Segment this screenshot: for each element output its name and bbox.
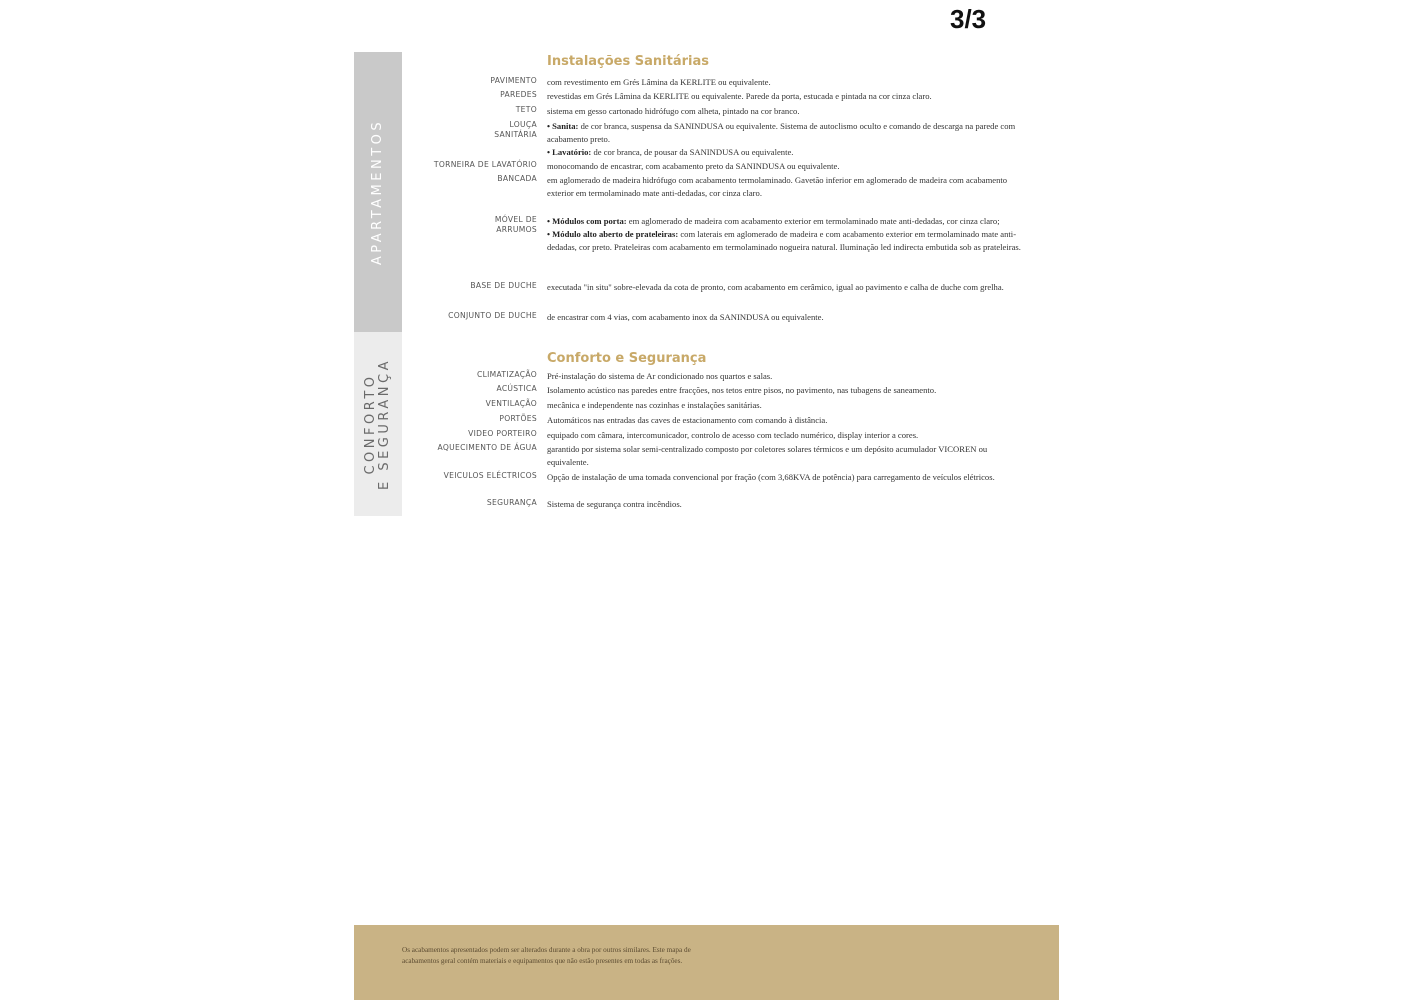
spec-value — [547, 215, 1030, 254]
spec-value: mecânica e independente nas cozinhas e instalações sanitárias. — [547, 400, 762, 410]
spec-value: garantido por sistema solar semi-centralizado composto por coletores solares térmicos e um depósito acumulador VICOREN ou equivalente. — [547, 444, 988, 467]
section-title-conforto: Conforto e Segurança — [547, 351, 707, 366]
spec-label: MÓVEL DE ARRUMOS — [494, 215, 537, 234]
spec-value — [547, 120, 1030, 159]
footer-band — [354, 925, 1059, 1000]
spec-label: CONJUNTO DE DUCHE — [448, 311, 537, 320]
spec-value-line: • Lavatório: de cor branca, de pousar da SANINDUSA ou equivalente. — [547, 147, 794, 157]
spec-value: monocomando de encastrar, com acabamento preto da SANINDUSA ou equivalente. — [547, 161, 840, 171]
spec-value-line: • Módulos com porta: em aglomerado de madeira com acabamento exterior em termolaminado mate anti-dedadas, cor cinza claro; — [547, 216, 1000, 226]
spec-label: TETO — [515, 105, 537, 114]
spec-label: BANCADA — [497, 174, 537, 183]
footer-disclaimer: Os acabamentos apresentados podem ser alterados durante a obra por outros similares. Este mapa de acabamentos geral contém materiais e equipamentos que não estão presentes em todas as frações. — [402, 946, 691, 965]
sidebar-label-conforto-line1: CONFORTO — [363, 373, 378, 475]
spec-label: VEICULOS ELÉCTRICOS — [443, 471, 537, 480]
spec-value: com revestimento em Grés Lâmina da KERLITE ou equivalente. — [547, 77, 771, 87]
spec-label: VIDEO PORTEIRO — [468, 429, 537, 438]
spec-value: equipado com câmara, intercomunicador, controlo de acesso com teclado numérico, display interior a cores. — [547, 430, 919, 440]
spec-value: Opção de instalação de uma tomada convencional por fração (com 3,68KVA de potência) para carregamento de veículos elétricos. — [547, 472, 995, 482]
spec-value: Sistema de segurança contra incêndios. — [547, 499, 682, 509]
spec-value: Automáticos nas entradas das caves de estacionamento com comando à distância. — [547, 415, 828, 425]
spec-label: PAREDES — [500, 90, 537, 99]
spec-label: PAVIMENTO — [490, 76, 537, 85]
spec-value: em aglomerado de madeira hidrófugo com acabamento termolaminado. Gavetão inferior em aglomerado de madeira com acabamento exterior em termolaminado mate anti-dedadas, cor cinza claro. — [547, 175, 1008, 198]
spec-value: Pré-instalação do sistema de Ar condicionado nos quartos e salas. — [547, 371, 773, 381]
spec-label: AQUECIMENTO DE ÁGUA — [437, 443, 537, 452]
spec-value: sistema em gesso cartonado hidrófugo com alheta, pintado na cor branco. — [547, 106, 800, 116]
section-title-instalacoes: Instalações Sanitárias — [547, 54, 709, 69]
spec-label: BASE DE DUCHE — [470, 281, 537, 290]
sidebar-tab-apartamentos — [354, 52, 402, 332]
spec-value: Isolamento acústico nas paredes entre fracções, nos tetos entre pisos, no pavimento, nas tubagens de saneamento. — [547, 385, 937, 395]
sidebar-label-conforto-line2: E SEGURANÇA — [377, 358, 392, 490]
spec-label: TORNEIRA DE LAVATÓRIO — [433, 160, 537, 169]
spec-label: VENTILAÇÃO — [485, 399, 537, 408]
spec-label: CLIMATIZAÇÃO — [476, 370, 537, 379]
sidebar-label-apartamentos: APARTAMENTOS — [370, 118, 385, 266]
sidebar-tab-conforto — [354, 332, 402, 516]
spec-label: LOUÇA SANITÁRIA — [494, 120, 537, 139]
spec-value: revestidas em Grés Lâmina da KERLITE ou equivalente. Parede da porta, estucada e pintada na cor cinza claro. — [547, 91, 932, 101]
spec-value-line: • Módulo alto aberto de prateleiras: com laterais em aglomerado de madeira e com acabamento exterior em termolaminado mate anti-dedadas, cor preto. Prateleiras com acabamento em termolaminado nogueira natural. Iluminação led indirecta embutida sob as prateleiras. — [547, 229, 1021, 252]
page-number: 3/3 — [950, 4, 987, 34]
sidebar-label-conforto — [364, 358, 392, 490]
spec-value-line: • Sanita: de cor branca, suspensa da SANINDUSA ou equivalente. Sistema de autoclismo oculto e comando de descarga na parede com acabamento preto. — [547, 121, 1016, 144]
spec-label: SEGURANÇA — [486, 498, 537, 507]
spec-value: de encastrar com 4 vias, com acabamento inox da SANINDUSA ou equivalente. — [547, 312, 824, 322]
spec-label: PORTÕES — [499, 414, 537, 423]
spec-value: executada "in situ" sobre-elevada da cota de pronto, com acabamento em cerâmico, igual ao pavimento e calha de duche com grelha. — [547, 282, 1004, 292]
spec-label: ACÚSTICA — [496, 384, 537, 393]
